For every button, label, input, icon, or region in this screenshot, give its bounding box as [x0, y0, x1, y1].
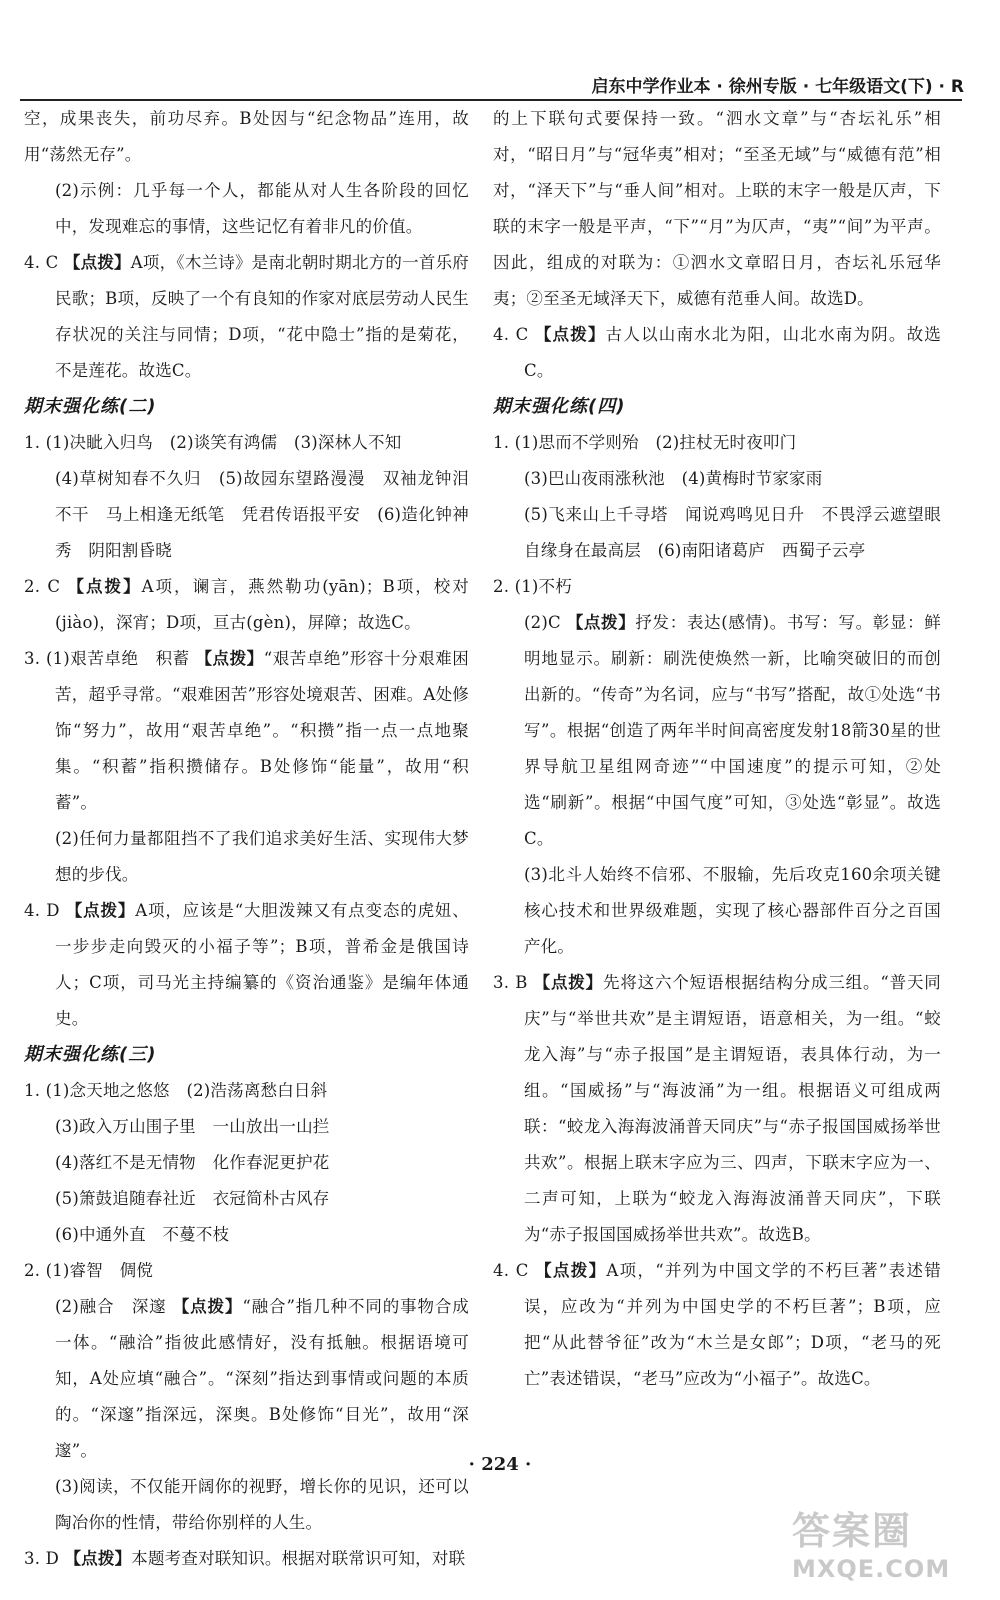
answer-item: (5)箫鼓追随春社近 衣冠简朴古风存	[55, 1189, 330, 1208]
answer-item: 4. D 【点拨】A项，应该是“大胆泼辣又有点变态的虎妞、一步步走向毁灭的小福子等”；B项，普希金是俄国诗人；C项，司马光主持编纂的《资治通鉴》是编年体通史。	[24, 901, 469, 1028]
page-number: · 224 ·	[468, 1454, 532, 1475]
answer-item: (4)草树知春不久归 (5)故园东望路漫漫 双袖龙钟泪不干 马上相逢无纸笔 凭君传语报平安 (6)造化钟神秀 阴阳割昏晓	[55, 469, 469, 560]
running-header: 启东中学作业本 · 徐州专版 · 七年级语文(下) · R	[591, 77, 964, 97]
answer-item: 3. D 【点拨】本题考查对联知识。根据对联常识可知，对联	[24, 1549, 466, 1568]
answer-item: (5)飞来山上千寻塔 闻说鸡鸣见日升 不畏浮云遮望眼 自缘身在最高层 (6)南阳诸葛庐 西蜀子云亭	[524, 505, 958, 560]
answer-item: 3. (1)艰苦卓绝 积蓄 【点拨】“艰苦卓绝”形容十分艰难困苦，超乎寻常。“艰难困苦”形容处境艰苦、困难。A处修饰“努力”，故用“艰苦卓绝”。“积攒”指一点一点地聚集。“积蓄”指积攒储存。B处修饰“能量”，故用“积蓄”。	[24, 649, 469, 812]
answer-item: (3)巴山夜雨涨秋池 (4)黄梅时节家家雨	[524, 469, 823, 488]
paragraph: 空，成果丧失，前功尽弃。B处因与“纪念物品”连用，故用“荡然无存”。	[24, 109, 469, 164]
answer-item: (2)任何力量都阻挡不了我们追求美好生活、实现伟大梦想的步伐。	[55, 829, 469, 884]
answer-item: 1. (1)念天地之悠悠 (2)浩荡离愁白日斜	[24, 1081, 328, 1100]
answer-item: 2. (1)睿智 倜傥	[24, 1261, 154, 1280]
answer-item: 2. C 【点拨】A项，谰言，燕然勒功(yān)；B项，校对(jiào)，深宵；D项，亘古(gèn)，屏障；故选C。	[24, 577, 469, 632]
answer-item: 4. C 【点拨】A项，“并列为中国文学的不朽巨著”表述错误，应改为“并列为中国史学的不朽巨著”；B项，应把“从此替爷征”改为“木兰是女郎”；D项，“老马的死亡”表述错误，“老马”应改为“小福子”。故选C。	[493, 1261, 941, 1388]
answer-item: 4. C 【点拨】古人以山南水北为阳，山北水南为阴。故选C。	[493, 325, 941, 380]
watermark-logo	[792, 1500, 982, 1590]
answer-item: 1. (1)思而不学则殆 (2)拄杖无时夜叩门	[493, 433, 797, 452]
answer-item: (4)落红不是无情物 化作春泥更护花	[55, 1153, 330, 1172]
answer-item: (3)政入万山围子里 一山放出一山拦	[55, 1117, 330, 1136]
section-heading: 期末强化练(四)	[493, 396, 626, 417]
section-heading: 期末强化练(二)	[24, 396, 157, 417]
answer-item: (2)C 【点拨】抒发：表达(感情)。书写：写。彰显：鲜明地显示。刷新：刷洗使焕然一新，比喻突破旧的而创出新的。“传奇”为名词，应与“书写”搭配，故①处选“书写”。根据“创造了两年半时间高密度发射18箭30星的世界导航卫星组网奇迹”“中国速度”的提示可知，②处选“刷新”。根据“中国气度”可知，③处选“彰显”。故选C。	[524, 613, 941, 848]
answer-item: 4. C 【点拨】A项，《木兰诗》是南北朝时期北方的一首乐府民歌；B项，反映了一个有良知的作家对底层劳动人民生存状况的关注与同情；D项，“花中隐士”指的是菊花，不是莲花。故选C。	[24, 253, 469, 380]
answer-item: (3)北斗人始终不信邪、不服输，先后攻克160余项关键核心技术和世界级难题，实现了核心器部件百分之百国产化。	[524, 865, 941, 956]
watermark-url: MXQE.COM	[792, 1555, 951, 1583]
paragraph: (2)示例：几乎每一个人，都能从对人生各阶段的回忆中，发现难忘的事情，这些记忆有着非凡的价值。	[55, 181, 469, 236]
section-heading: 期末强化练(三)	[24, 1044, 157, 1065]
answer-item: 2. (1)不朽	[493, 577, 572, 596]
answer-item: (6)中通外直 不蔓不枝	[55, 1225, 230, 1244]
answer-item: (2)融合 深邃 【点拨】“融合”指几种不同的事物合成一体。“融洽”指彼此感情好，没有抵触。根据语境可知，A处应填“融合”。“深刻”指达到事情或问题的本质的。“深邃”指深远，深奥。B处修饰“目光”，故用“深邃”。	[55, 1297, 470, 1460]
answer-item: (3)阅读，不仅能开阔你的视野，增长你的见识，还可以陶冶你的性情，带给你别样的人生。	[55, 1477, 469, 1532]
answer-item: 1. (1)决眦入归鸟 (2)谈笑有鸿儒 (3)深林人不知	[24, 433, 402, 452]
answer-item: 3. B 【点拨】先将这六个短语根据结构分成三组。“普天同庆”与“举世共欢”是主谓短语，语意相关，为一组。“蛟龙入海”与“赤子报国”是主谓短语，表具体行动，为一组。“国威扬”与“海波涌”为一组。根据语义可组成两联：“蛟龙入海海波涌普天同庆”与“赤子报国国威扬举世共欢”。根据上联末字应为三、四声，下联末字应为一、二声可知，上联为“蛟龙入海海波涌普天同庆”，下联为“赤子报国国威扬举世共欢”。故选B。	[493, 973, 941, 1244]
paragraph: 的上下联句式要保持一致。“泗水文章”与“杏坛礼乐”相对，“昭日月”与“冠华夷”相对；“至圣无域”与“威德有范”相对，“泽天下”与“垂人间”相对。上联的末字一般是仄声，下联的末字一般是平声，“下”“月”为仄声，“夷”“间”为平声。因此，组成的对联为：①泗水文章昭日月，杏坛礼乐冠华夷；②至圣无域泽天下，威德有范垂人间。故选D。	[493, 109, 941, 308]
right-column	[493, 101, 958, 1397]
left-column	[24, 101, 469, 1577]
watermark-text: 答案圈	[792, 1509, 913, 1553]
